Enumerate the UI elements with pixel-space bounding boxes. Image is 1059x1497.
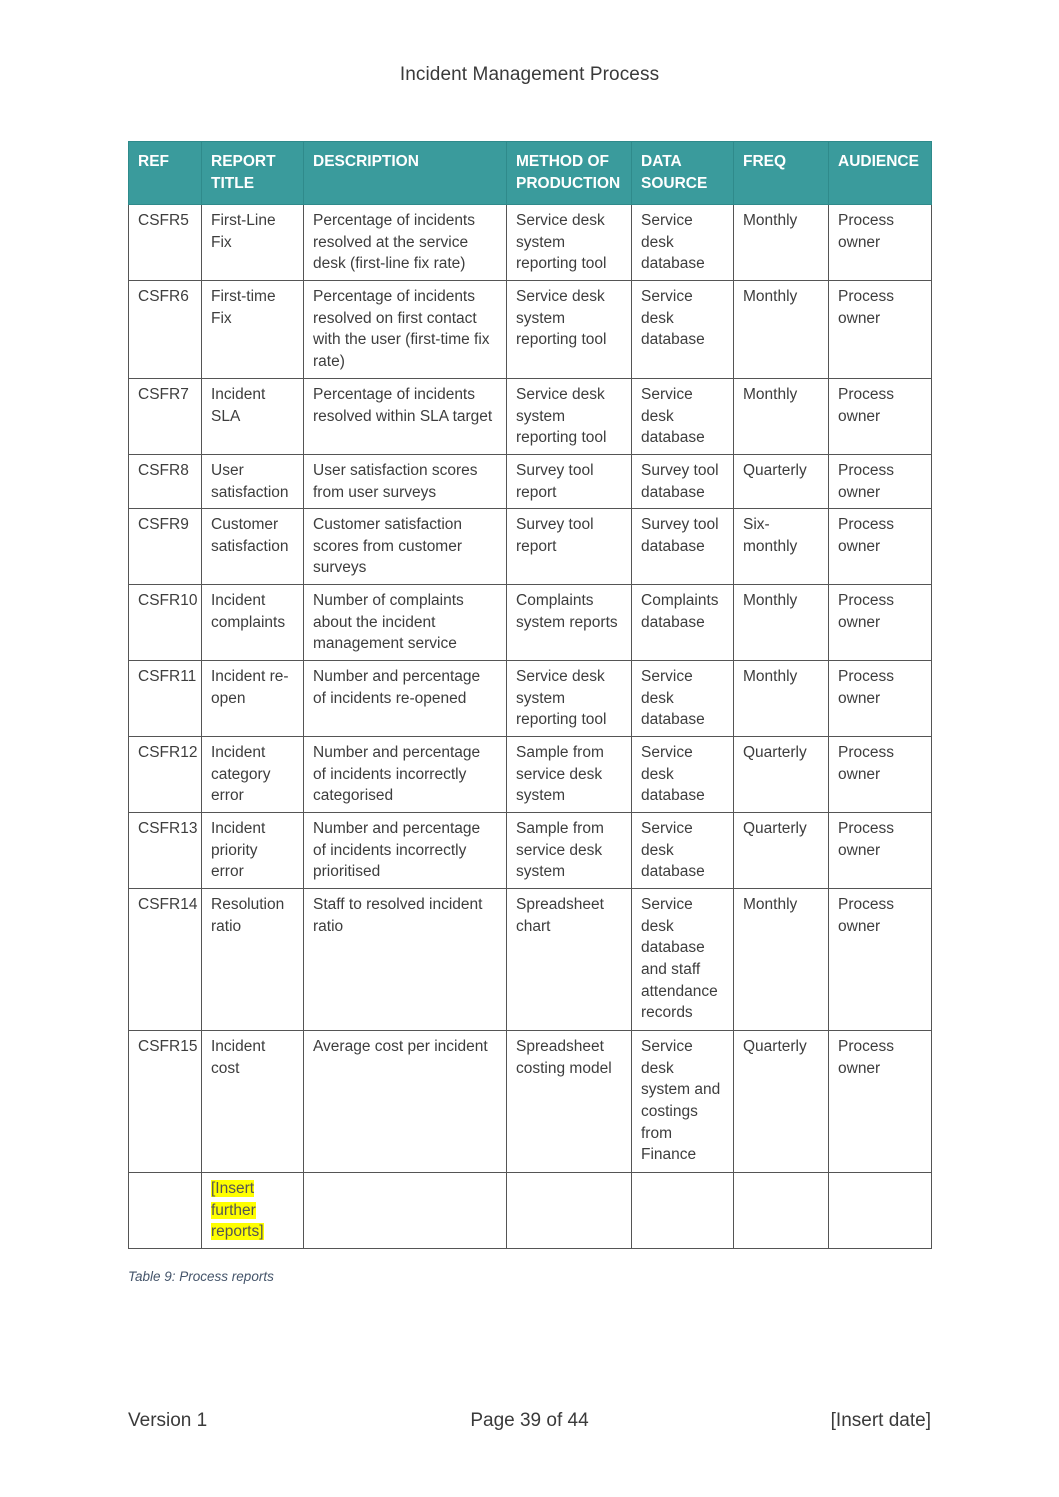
cell-report-title: First-time Fix [202, 281, 304, 379]
cell-data-source: Service desk database [632, 205, 734, 281]
cell-audience: Process owner [829, 281, 932, 379]
table-caption: Table 9: Process reports [128, 1269, 274, 1284]
column-header-method-of-production: METHOD OF PRODUCTION [507, 142, 632, 205]
cell-data-source: Service desk database [632, 737, 734, 813]
column-header-data-source: DATA SOURCE [632, 142, 734, 205]
cell-report-title: Incident re-open [202, 661, 304, 737]
cell-method: Sample from service desk system [507, 737, 632, 813]
cell-description: User satisfaction scores from user surveys [304, 455, 507, 509]
cell-freq: Monthly [734, 205, 829, 281]
cell-method: Complaints system reports [507, 585, 632, 661]
cell-ref: CSFR14 [129, 889, 202, 1031]
process-reports-table [128, 141, 932, 1249]
cell-data-source: Service desk system and costings from Finance [632, 1031, 734, 1173]
cell-audience: Process owner [829, 661, 932, 737]
cell-report-title: First-Line Fix [202, 205, 304, 281]
cell-description: Number and percentage of incidents incorrectly prioritised [304, 813, 507, 889]
column-header-ref: REF [129, 142, 202, 205]
column-header-freq: FREQ [734, 142, 829, 205]
cell-data-source: Complaints database [632, 585, 734, 661]
cell-audience: Process owner [829, 585, 932, 661]
table-row [129, 379, 932, 455]
cell-method: Service desk system reporting tool [507, 205, 632, 281]
cell-method: Sample from service desk system [507, 813, 632, 889]
cell-audience: Process owner [829, 889, 932, 1031]
cell-report-title: Incident SLA [202, 379, 304, 455]
table-row [129, 585, 932, 661]
cell-description: Staff to resolved incident ratio [304, 889, 507, 1031]
page-header-title: Incident Management Process [399, 64, 660, 85]
cell-audience: Process owner [829, 737, 932, 813]
cell-method: Spreadsheet chart [507, 889, 632, 1031]
cell-ref: CSFR13 [129, 813, 202, 889]
cell-audience: Process owner [829, 455, 932, 509]
cell-ref: CSFR8 [129, 455, 202, 509]
cell-description: Average cost per incident [304, 1031, 507, 1173]
cell-audience: Process owner [829, 379, 932, 455]
table-row [129, 455, 932, 509]
cell-data-source: Survey tool database [632, 509, 734, 585]
table-row-placeholder [129, 1173, 932, 1249]
cell-data-source [632, 1173, 734, 1249]
cell-description: Percentage of incidents resolved at the service desk (first-line fix rate) [304, 205, 507, 281]
table-row [129, 205, 932, 281]
cell-method: Service desk system reporting tool [507, 281, 632, 379]
table-row [129, 737, 932, 813]
cell-description: Percentage of incidents resolved on first contact with the user (first-time fix rate) [304, 281, 507, 379]
cell-method [507, 1173, 632, 1249]
cell-data-source: Survey tool database [632, 455, 734, 509]
cell-report-title: Incident category error [202, 737, 304, 813]
table-row [129, 509, 932, 585]
cell-freq: Monthly [734, 281, 829, 379]
cell-data-source: Service desk database [632, 379, 734, 455]
cell-ref: CSFR5 [129, 205, 202, 281]
cell-report-title: Incident cost [202, 1031, 304, 1173]
cell-description [304, 1173, 507, 1249]
cell-ref [129, 1173, 202, 1249]
table-row [129, 281, 932, 379]
table-row [129, 1031, 932, 1173]
cell-data-source: Service desk database [632, 281, 734, 379]
cell-freq: Monthly [734, 585, 829, 661]
cell-freq: Quarterly [734, 737, 829, 813]
cell-method: Service desk system reporting tool [507, 379, 632, 455]
column-header-description: DESCRIPTION [304, 142, 507, 205]
cell-audience: Process owner [829, 813, 932, 889]
cell-freq: Monthly [734, 379, 829, 455]
cell-data-source: Service desk database [632, 661, 734, 737]
insert-further-reports-placeholder: [Insert further reports] [211, 1180, 264, 1241]
cell-description: Number of complaints about the incident management service [304, 585, 507, 661]
cell-audience [829, 1173, 932, 1249]
cell-ref: CSFR10 [129, 585, 202, 661]
table-header-row [129, 142, 932, 205]
footer-date: [Insert date] [830, 1410, 931, 1431]
cell-method: Spreadsheet costing model [507, 1031, 632, 1173]
table-row [129, 813, 932, 889]
cell-freq: Monthly [734, 661, 829, 737]
cell-description: Customer satisfaction scores from customer surveys [304, 509, 507, 585]
table-row [129, 661, 932, 737]
cell-freq: Quarterly [734, 455, 829, 509]
cell-ref: CSFR7 [129, 379, 202, 455]
cell-method: Survey tool report [507, 455, 632, 509]
cell-audience: Process owner [829, 1031, 932, 1173]
cell-ref: CSFR12 [129, 737, 202, 813]
column-header-report-title: REPORT TITLE [202, 142, 304, 205]
column-header-audience: AUDIENCE [829, 142, 932, 205]
cell-ref: CSFR6 [129, 281, 202, 379]
cell-description: Number and percentage of incidents re-opened [304, 661, 507, 737]
cell-report-title: Resolution ratio [202, 889, 304, 1031]
footer-page-number: Page 39 of 44 [470, 1410, 589, 1431]
cell-freq: Six-monthly [734, 509, 829, 585]
cell-description: Number and percentage of incidents incorrectly categorised [304, 737, 507, 813]
cell-freq [734, 1173, 829, 1249]
table-row [129, 889, 932, 1031]
footer-version: Version 1 [128, 1410, 208, 1431]
cell-freq: Quarterly [734, 1031, 829, 1173]
cell-freq: Monthly [734, 889, 829, 1031]
cell-data-source: Service desk database and staff attendance records [632, 889, 734, 1031]
cell-ref: CSFR11 [129, 661, 202, 737]
cell-report-title: Incident complaints [202, 585, 304, 661]
cell-report-title [202, 1173, 304, 1249]
cell-report-title: Customer satisfaction [202, 509, 304, 585]
cell-method: Service desk system reporting tool [507, 661, 632, 737]
cell-report-title: User satisfaction [202, 455, 304, 509]
cell-report-title: Incident priority error [202, 813, 304, 889]
cell-audience: Process owner [829, 509, 932, 585]
cell-audience: Process owner [829, 205, 932, 281]
cell-method: Survey tool report [507, 509, 632, 585]
cell-data-source: Service desk database [632, 813, 734, 889]
cell-ref: CSFR9 [129, 509, 202, 585]
cell-freq: Quarterly [734, 813, 829, 889]
cell-description: Percentage of incidents resolved within SLA target [304, 379, 507, 455]
cell-ref: CSFR15 [129, 1031, 202, 1173]
